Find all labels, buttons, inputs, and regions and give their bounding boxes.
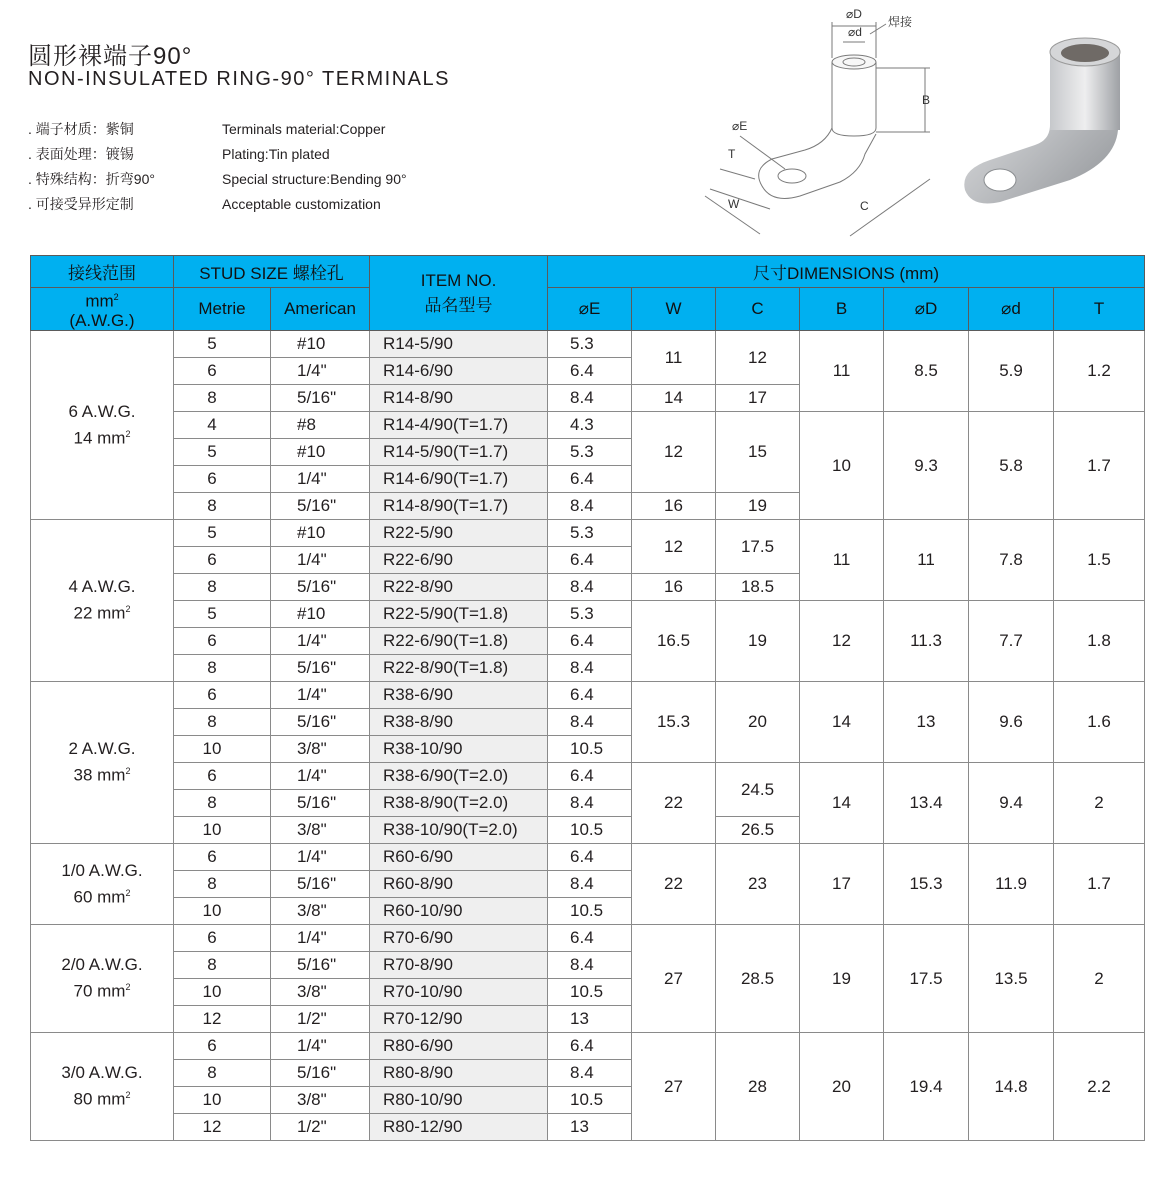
mm2-value-wrap: [31, 598, 173, 625]
american-cell: 1/2": [271, 1006, 370, 1033]
W-cell: 27: [632, 925, 716, 1033]
th-T: T: [1054, 288, 1145, 331]
american-cell: 5/16": [271, 385, 370, 412]
spec-row: [28, 167, 407, 192]
C-cell: 19: [716, 493, 800, 520]
E-cell: 13: [548, 1006, 632, 1033]
item-no-cell: R38-10/90(T=2.0): [370, 817, 548, 844]
E-cell: 5.3: [548, 520, 632, 547]
D-dim-cell: 13.4: [884, 763, 969, 844]
awg-value: 6 A.W.G.: [68, 401, 136, 421]
E-cell: 8.4: [548, 493, 632, 520]
C-cell: 24.5: [716, 763, 800, 817]
item-no-cell: R14-5/90: [370, 331, 548, 358]
d-dim-cell: 14.8: [969, 1033, 1054, 1141]
american-cell: 1/2": [271, 1114, 370, 1141]
E-cell: 8.4: [548, 871, 632, 898]
awg-value: 4 A.W.G.: [68, 577, 136, 597]
superscript-2: 2: [125, 604, 131, 615]
W-cell: 12: [632, 412, 716, 493]
item-no-cell: R14-6/90(T=1.7): [370, 466, 548, 493]
mm2-value: 22 mm: [73, 603, 126, 623]
item-no-cell: R14-6/90: [370, 358, 548, 385]
wire-range-cell: [31, 520, 174, 682]
E-cell: 8.4: [548, 790, 632, 817]
american-cell: 3/8": [271, 979, 370, 1006]
E-cell: 8.4: [548, 385, 632, 412]
D-dim-cell: 11.3: [884, 601, 969, 682]
american-cell: #10: [271, 331, 370, 358]
american-cell: 1/4": [271, 844, 370, 871]
table-row: [31, 1033, 1145, 1060]
C-cell: 26.5: [716, 817, 800, 844]
E-cell: 8.4: [548, 655, 632, 682]
american-cell: 1/4": [271, 682, 370, 709]
awg-value: 1/0 A.W.G.: [61, 860, 143, 880]
metric-cell: 8: [174, 871, 271, 898]
american-cell: 1/4": [271, 466, 370, 493]
american-cell: 3/8": [271, 817, 370, 844]
item-no-cell: R22-8/90: [370, 574, 548, 601]
wire-range-cell: [31, 682, 174, 844]
C-cell: 15: [716, 412, 800, 493]
mm2-value: 80 mm: [73, 1089, 126, 1109]
E-cell: 6.4: [548, 682, 632, 709]
W-cell: 27: [632, 1033, 716, 1141]
dim-D-label: ⌀D: [846, 7, 862, 21]
metric-cell: 8: [174, 952, 271, 979]
american-cell: #10: [271, 601, 370, 628]
table-row: [31, 331, 1145, 358]
spec-row: [28, 117, 407, 142]
american-cell: 5/16": [271, 1060, 370, 1087]
metric-cell: 5: [174, 439, 271, 466]
table-row: [31, 844, 1145, 871]
table-row: [31, 763, 1145, 790]
C-cell: 12: [716, 331, 800, 385]
spec-cn: . 特殊结构：折弯90°: [28, 171, 155, 187]
metric-cell: 6: [174, 844, 271, 871]
wire-range-cell: [31, 1033, 174, 1141]
E-cell: 6.4: [548, 763, 632, 790]
E-cell: 6.4: [548, 925, 632, 952]
W-cell: 11: [632, 331, 716, 385]
metric-cell: 6: [174, 628, 271, 655]
american-cell: 5/16": [271, 655, 370, 682]
spec-list: [28, 117, 407, 217]
d-dim-cell: 5.8: [969, 412, 1054, 520]
american-cell: 5/16": [271, 871, 370, 898]
mm2-value-wrap: [31, 882, 173, 909]
metric-cell: 8: [174, 1060, 271, 1087]
mm2-value-wrap: [31, 976, 173, 1003]
t-dim-cell: 1.6: [1054, 682, 1145, 763]
spec-en: Terminals material:Copper: [222, 121, 386, 137]
spec-cn: . 可接受异形定制: [28, 196, 134, 212]
th-item-no: [370, 256, 548, 331]
item-no-cell: R60-6/90: [370, 844, 548, 871]
superscript-2: 2: [125, 1090, 131, 1101]
metric-cell: 6: [174, 358, 271, 385]
b-dim-cell: 12: [800, 601, 884, 682]
item-no-cell: R14-8/90: [370, 385, 548, 412]
american-cell: 1/4": [271, 925, 370, 952]
d-dim-cell: 13.5: [969, 925, 1054, 1033]
item-no-cell: R14-8/90(T=1.7): [370, 493, 548, 520]
d-dim-cell: 9.4: [969, 763, 1054, 844]
d-dim-cell: 11.9: [969, 844, 1054, 925]
d-dim-cell: 7.7: [969, 601, 1054, 682]
superscript-2: 2: [125, 887, 131, 898]
item-no-cell: R80-6/90: [370, 1033, 548, 1060]
W-cell: 16.5: [632, 601, 716, 682]
W-cell: 15.3: [632, 682, 716, 763]
t-dim-cell: 1.7: [1054, 412, 1145, 520]
b-dim-cell: 19: [800, 925, 884, 1033]
C-cell: 28.5: [716, 925, 800, 1033]
metric-cell: 6: [174, 925, 271, 952]
american-cell: 5/16": [271, 574, 370, 601]
spec-cn: . 端子材质：紫铜: [28, 121, 134, 137]
metric-cell: 10: [174, 817, 271, 844]
american-cell: 1/4": [271, 628, 370, 655]
american-cell: 5/16": [271, 709, 370, 736]
th-W: W: [632, 288, 716, 331]
E-cell: 5.3: [548, 601, 632, 628]
metric-cell: 12: [174, 1114, 271, 1141]
mm2-value-wrap: [31, 1084, 173, 1111]
metric-cell: 8: [174, 655, 271, 682]
item-no-cell: R38-8/90(T=2.0): [370, 790, 548, 817]
mm2-value: 60 mm: [73, 887, 126, 907]
dim-W-label: W: [728, 197, 740, 211]
metric-cell: 5: [174, 331, 271, 358]
t-dim-cell: 1.5: [1054, 520, 1145, 601]
dim-T-label: T: [728, 147, 736, 161]
t-dim-cell: 2: [1054, 925, 1145, 1033]
dim-d-label: ⌀d: [848, 25, 862, 39]
american-cell: 3/8": [271, 736, 370, 763]
spec-en: Plating:Tin plated: [222, 146, 330, 162]
E-cell: 6.4: [548, 466, 632, 493]
metric-cell: 6: [174, 1033, 271, 1060]
E-cell: 6.4: [548, 547, 632, 574]
item-no-cell: R80-12/90: [370, 1114, 548, 1141]
b-dim-cell: 14: [800, 682, 884, 763]
b-dim-cell: 20: [800, 1033, 884, 1141]
item-no-cell: R38-10/90: [370, 736, 548, 763]
E-cell: 8.4: [548, 709, 632, 736]
item-no-cell: R14-4/90(T=1.7): [370, 412, 548, 439]
table-row: [31, 925, 1145, 952]
b-dim-cell: 11: [800, 331, 884, 412]
th-D: ⌀D: [884, 288, 969, 331]
item-no-cell: R38-6/90: [370, 682, 548, 709]
metric-cell: 6: [174, 682, 271, 709]
american-cell: 5/16": [271, 952, 370, 979]
superscript-2: 2: [125, 766, 131, 777]
page-title-en: NON-INSULATED RING-90° TERMINALS: [28, 68, 450, 90]
D-dim-cell: 17.5: [884, 925, 969, 1033]
d-dim-cell: 7.8: [969, 520, 1054, 601]
american-cell: 3/8": [271, 898, 370, 925]
d-dim-cell: 5.9: [969, 331, 1054, 412]
metric-cell: 6: [174, 466, 271, 493]
terminal-photo: [950, 30, 1140, 210]
b-dim-cell: 14: [800, 763, 884, 844]
metric-cell: 5: [174, 601, 271, 628]
metric-cell: 8: [174, 574, 271, 601]
E-cell: 10.5: [548, 817, 632, 844]
table-row: [31, 412, 1145, 439]
item-no-cell: R70-8/90: [370, 952, 548, 979]
C-cell: 18.5: [716, 574, 800, 601]
E-cell: 10.5: [548, 736, 632, 763]
mm2-value-wrap: [31, 423, 173, 450]
superscript-2: 2: [125, 982, 131, 993]
th-mm2: mm: [85, 291, 114, 311]
metric-cell: 6: [174, 547, 271, 574]
E-cell: 5.3: [548, 439, 632, 466]
b-dim-cell: 17: [800, 844, 884, 925]
mm2-value: 70 mm: [73, 981, 126, 1001]
mm2-value-wrap: [31, 760, 173, 787]
th-E: ⌀E: [548, 288, 632, 331]
item-no-cell: R22-6/90(T=1.8): [370, 628, 548, 655]
spec-row: [28, 192, 407, 217]
b-dim-cell: 10: [800, 412, 884, 520]
dim-E-label: ⌀E: [732, 119, 748, 133]
american-cell: #10: [271, 520, 370, 547]
th-metric: Metrie: [174, 288, 271, 331]
E-cell: 6.4: [548, 1033, 632, 1060]
american-cell: 1/4": [271, 358, 370, 385]
metric-cell: 8: [174, 790, 271, 817]
D-dim-cell: 9.3: [884, 412, 969, 520]
W-cell: 22: [632, 763, 716, 844]
awg-value: 2/0 A.W.G.: [61, 955, 143, 975]
th-item-en: ITEM NO.: [420, 270, 497, 290]
th-item-cn: 品名型号: [424, 295, 493, 315]
E-cell: 8.4: [548, 1060, 632, 1087]
b-dim-cell: 11: [800, 520, 884, 601]
t-dim-cell: 1.7: [1054, 844, 1145, 925]
mm2-value: 14 mm: [73, 428, 126, 448]
C-cell: 19: [716, 601, 800, 682]
E-cell: 13: [548, 1114, 632, 1141]
th-B: B: [800, 288, 884, 331]
item-no-cell: R22-5/90: [370, 520, 548, 547]
table-row: [31, 601, 1145, 628]
spec-row: [28, 142, 407, 167]
C-cell: 17.5: [716, 520, 800, 574]
th-stud-size: STUD SIZE 螺栓孔: [174, 256, 370, 288]
E-cell: 6.4: [548, 628, 632, 655]
awg-value: 2 A.W.G.: [68, 739, 136, 759]
table-row: [31, 682, 1145, 709]
item-no-cell: R38-8/90: [370, 709, 548, 736]
spec-table: [30, 255, 1145, 1141]
item-no-cell: R60-10/90: [370, 898, 548, 925]
W-cell: 14: [632, 385, 716, 412]
wire-range-cell: [31, 844, 174, 925]
D-dim-cell: 8.5: [884, 331, 969, 412]
superscript-2: 2: [125, 428, 131, 439]
dim-C-label: C: [860, 199, 869, 213]
metric-cell: 5: [174, 520, 271, 547]
wire-range-cell: [31, 331, 174, 520]
spec-en: Acceptable customization: [222, 196, 381, 212]
item-no-cell: R22-6/90: [370, 547, 548, 574]
item-no-cell: R38-6/90(T=2.0): [370, 763, 548, 790]
t-dim-cell: 1.8: [1054, 601, 1145, 682]
metric-cell: 8: [174, 385, 271, 412]
item-no-cell: R14-5/90(T=1.7): [370, 439, 548, 466]
D-dim-cell: 11: [884, 520, 969, 601]
th-C: C: [716, 288, 800, 331]
d-dim-cell: 9.6: [969, 682, 1054, 763]
item-no-cell: R80-10/90: [370, 1087, 548, 1114]
metric-cell: 12: [174, 1006, 271, 1033]
E-cell: 10.5: [548, 898, 632, 925]
american-cell: #8: [271, 412, 370, 439]
W-cell: 22: [632, 844, 716, 925]
item-no-cell: R70-12/90: [370, 1006, 548, 1033]
spec-cn: . 表面处理：镀锡: [28, 146, 134, 162]
wire-range-cell: [31, 925, 174, 1033]
american-cell: 1/4": [271, 1033, 370, 1060]
E-cell: 6.4: [548, 358, 632, 385]
E-cell: 6.4: [548, 844, 632, 871]
page-title-cn: 圆形裸端子90°: [28, 43, 193, 70]
mm2-value: 38 mm: [73, 765, 126, 785]
item-no-cell: R70-10/90: [370, 979, 548, 1006]
D-dim-cell: 13: [884, 682, 969, 763]
E-cell: 10.5: [548, 1087, 632, 1114]
t-dim-cell: 2: [1054, 763, 1145, 844]
weld-label: 焊接: [888, 15, 913, 29]
terminal-drawing: [700, 4, 950, 244]
th-d: ⌀d: [969, 288, 1054, 331]
C-cell: 23: [716, 844, 800, 925]
american-cell: #10: [271, 439, 370, 466]
item-no-cell: R70-6/90: [370, 925, 548, 952]
E-cell: 10.5: [548, 979, 632, 1006]
item-no-cell: R22-8/90(T=1.8): [370, 655, 548, 682]
american-cell: 1/4": [271, 763, 370, 790]
american-cell: 5/16": [271, 493, 370, 520]
C-cell: 17: [716, 385, 800, 412]
E-cell: 8.4: [548, 952, 632, 979]
th-awg: (A.W.G.): [69, 310, 135, 330]
table-row: [31, 520, 1145, 547]
metric-cell: 8: [174, 709, 271, 736]
E-cell: 4.3: [548, 412, 632, 439]
metric-cell: 10: [174, 1087, 271, 1114]
th-dimensions: 尺寸DIMENSIONS (mm): [548, 256, 1145, 288]
metric-cell: 10: [174, 898, 271, 925]
W-cell: 16: [632, 493, 716, 520]
item-no-cell: R80-8/90: [370, 1060, 548, 1087]
american-cell: 1/4": [271, 547, 370, 574]
dim-B-label: B: [922, 93, 931, 107]
t-dim-cell: 1.2: [1054, 331, 1145, 412]
W-cell: 16: [632, 574, 716, 601]
item-no-cell: R22-5/90(T=1.8): [370, 601, 548, 628]
E-cell: 8.4: [548, 574, 632, 601]
spec-en: Special structure:Bending 90°: [222, 171, 407, 187]
th-wire-range: 接线范围: [31, 256, 174, 288]
metric-cell: 10: [174, 979, 271, 1006]
E-cell: 5.3: [548, 331, 632, 358]
t-dim-cell: 2.2: [1054, 1033, 1145, 1141]
D-dim-cell: 19.4: [884, 1033, 969, 1141]
metric-cell: 8: [174, 493, 271, 520]
th-mm-awg: $mm^2$ (A.W.G.): [31, 288, 174, 331]
metric-cell: 10: [174, 736, 271, 763]
D-dim-cell: 15.3: [884, 844, 969, 925]
C-cell: 28: [716, 1033, 800, 1141]
american-cell: 5/16": [271, 790, 370, 817]
C-cell: 20: [716, 682, 800, 763]
W-cell: 12: [632, 520, 716, 574]
metric-cell: 6: [174, 763, 271, 790]
awg-value: 3/0 A.W.G.: [61, 1063, 143, 1083]
american-cell: 3/8": [271, 1087, 370, 1114]
metric-cell: 4: [174, 412, 271, 439]
table-body: [31, 331, 1145, 1141]
item-no-cell: R60-8/90: [370, 871, 548, 898]
th-american: American: [271, 288, 370, 331]
